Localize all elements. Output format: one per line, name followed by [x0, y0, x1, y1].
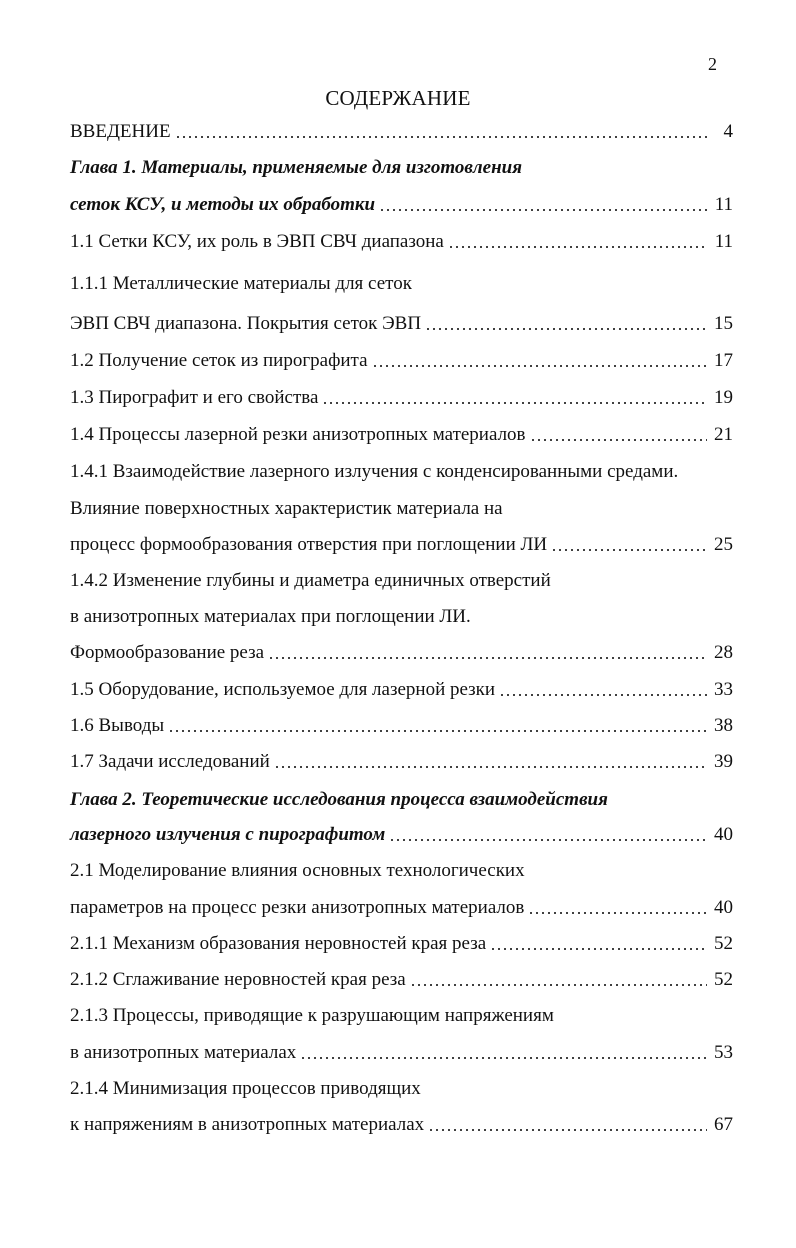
toc-entry-1-2 [70, 348, 733, 374]
toc-entry-page: 38 [714, 715, 733, 736]
toc-entry-text: лазерного излучения с пирографитом [70, 824, 386, 845]
dot-leader [410, 983, 707, 987]
toc-entry-1-1 [70, 229, 733, 255]
toc-entry-text: 1.6 Выводы [70, 715, 165, 736]
dot-leader [300, 1056, 707, 1060]
toc-entry-page: 19 [714, 387, 733, 408]
toc-entry-1-4-2-line1 [70, 568, 733, 594]
toc-entry-text: 2.1.3 Процессы, приводящие к разрушающим напряжениям [70, 1005, 554, 1026]
dot-leader [551, 548, 707, 552]
toc-entry-text: 2.1 Моделирование влияния основных технологических [70, 860, 525, 881]
toc-entry-page: 11 [714, 231, 733, 252]
toc-entry-text: 1.4.1 Взаимодействие лазерного излучения с конденсированными средами. [70, 461, 679, 482]
toc-entry-2-1-line1 [70, 858, 733, 884]
dot-leader [175, 135, 707, 139]
toc-entry-page: 53 [714, 1042, 733, 1063]
toc-entry-text: 2.1.2 Сглаживание неровностей края реза [70, 969, 406, 990]
toc-entry-1-3 [70, 385, 733, 411]
toc-entry-text: ЭВП СВЧ диапазона. Покрытия сеток ЭВП [70, 313, 422, 334]
dot-leader [425, 327, 707, 331]
toc-entry-page: 15 [714, 313, 733, 334]
toc-entry-text: 1.4.2 Изменение глубины и диаметра единичных отверстий [70, 570, 551, 591]
toc-entry-1-1-1-line1 [70, 271, 733, 297]
toc-entry-2-1-1 [70, 931, 733, 957]
dot-leader [372, 364, 707, 368]
toc-entry-text: в анизотропных материалах при поглощении ЛИ. [70, 606, 471, 627]
toc-entry-page: 17 [714, 350, 733, 371]
toc-entry-text: в анизотропных материалах [70, 1042, 297, 1063]
toc-entry-page: 33 [714, 679, 733, 700]
toc-entry-text: Глава 1. Материалы, применяемые для изготовления [70, 157, 522, 178]
toc-entry-text: 1.3 Пирографит и его свойства [70, 387, 319, 408]
toc-entry-1-1-1 [70, 311, 733, 337]
page-number: 2 [708, 54, 717, 74]
dot-leader [428, 1128, 707, 1132]
toc-entry-page: 40 [714, 824, 733, 845]
toc-entry-page: 39 [714, 751, 733, 772]
dot-leader [268, 656, 707, 660]
dot-leader [448, 245, 707, 249]
toc-entry-1-4-1 [70, 532, 733, 558]
toc-entry-1-4-1-line1 [70, 459, 733, 485]
toc-entry-text: 2.1.4 Минимизация процессов приводящих [70, 1078, 421, 1099]
toc-entry-text: Глава 2. Теоретические исследования процесса взаимодействия [70, 789, 608, 810]
toc-entry-text: 1.5 Оборудование, используемое для лазерной резки [70, 679, 496, 700]
dot-leader [168, 729, 707, 733]
toc-entry-2-1-3-line1 [70, 1003, 733, 1029]
toc-entry-text: сеток КСУ, и методы их обработки [70, 194, 376, 215]
toc-entry-page: 67 [714, 1114, 733, 1135]
toc-entry-text: Формообразование реза [70, 642, 265, 663]
toc-entry-text: параметров на процесс резки анизотропных материалов [70, 897, 525, 918]
toc-entry-text: ВВЕДЕНИЕ [70, 121, 171, 142]
toc-entry-2-1 [70, 895, 733, 921]
toc-entry-page: 28 [714, 642, 733, 663]
toc-chapter-2 [70, 822, 733, 848]
toc-entry-page: 25 [714, 534, 733, 555]
toc-entry-page: 21 [714, 424, 733, 445]
toc-entry-text: процесс формообразования отверстия при поглощении ЛИ [70, 534, 548, 555]
toc-entry-introduction [70, 119, 733, 145]
dot-leader [274, 765, 707, 769]
dot-leader [528, 911, 707, 915]
toc-chapter-1 [70, 192, 733, 218]
toc-entry-1-4-2-line2 [70, 604, 733, 630]
dot-leader [530, 438, 707, 442]
toc-entry-2-1-2 [70, 967, 733, 993]
toc-entry-1-4 [70, 422, 733, 448]
toc-entry-text: 2.1.1 Механизм образования неровностей края реза [70, 933, 487, 954]
toc-entry-1-4-1-line2 [70, 496, 733, 522]
toc-entry-1-6 [70, 713, 733, 739]
toc-entry-2-1-4 [70, 1112, 733, 1138]
toc-entry-page: 40 [714, 897, 733, 918]
dot-leader [389, 838, 707, 842]
dot-leader [322, 401, 707, 405]
toc-entry-text: 1.7 Задачи исследований [70, 751, 270, 772]
toc-entry-2-1-3 [70, 1040, 733, 1066]
toc-entry-text: к напряжениям в анизотропных материалах [70, 1114, 425, 1135]
toc-entry-1-5 [70, 677, 733, 703]
toc-entry-page: 11 [714, 194, 733, 215]
toc-title: СОДЕРЖАНИЕ [325, 86, 471, 110]
dot-leader [499, 693, 707, 697]
toc-entry-text: Влияние поверхностных характеристик материала на [70, 498, 503, 519]
toc-entry-text: 1.1.1 Металлические материалы для сеток [70, 273, 412, 294]
toc-entry-text: 1.4 Процессы лазерной резки анизотропных материалов [70, 424, 526, 445]
toc-entry-1-4-2 [70, 640, 733, 666]
toc-entry-text: 1.2 Получение сеток из пирографита [70, 350, 368, 371]
toc-chapter-2-heading [70, 787, 733, 813]
toc-entry-1-7 [70, 749, 733, 775]
toc-entry-2-1-4-line1 [70, 1076, 733, 1102]
toc-entry-page: 52 [714, 969, 733, 990]
dot-leader [490, 947, 707, 951]
dot-leader [379, 208, 707, 212]
toc-entry-text: 1.1 Сетки КСУ, их роль в ЭВП СВЧ диапазона [70, 231, 444, 252]
toc-entry-page: 4 [723, 121, 733, 142]
toc-chapter-1-heading [70, 155, 733, 181]
toc-entry-page: 52 [714, 933, 733, 954]
